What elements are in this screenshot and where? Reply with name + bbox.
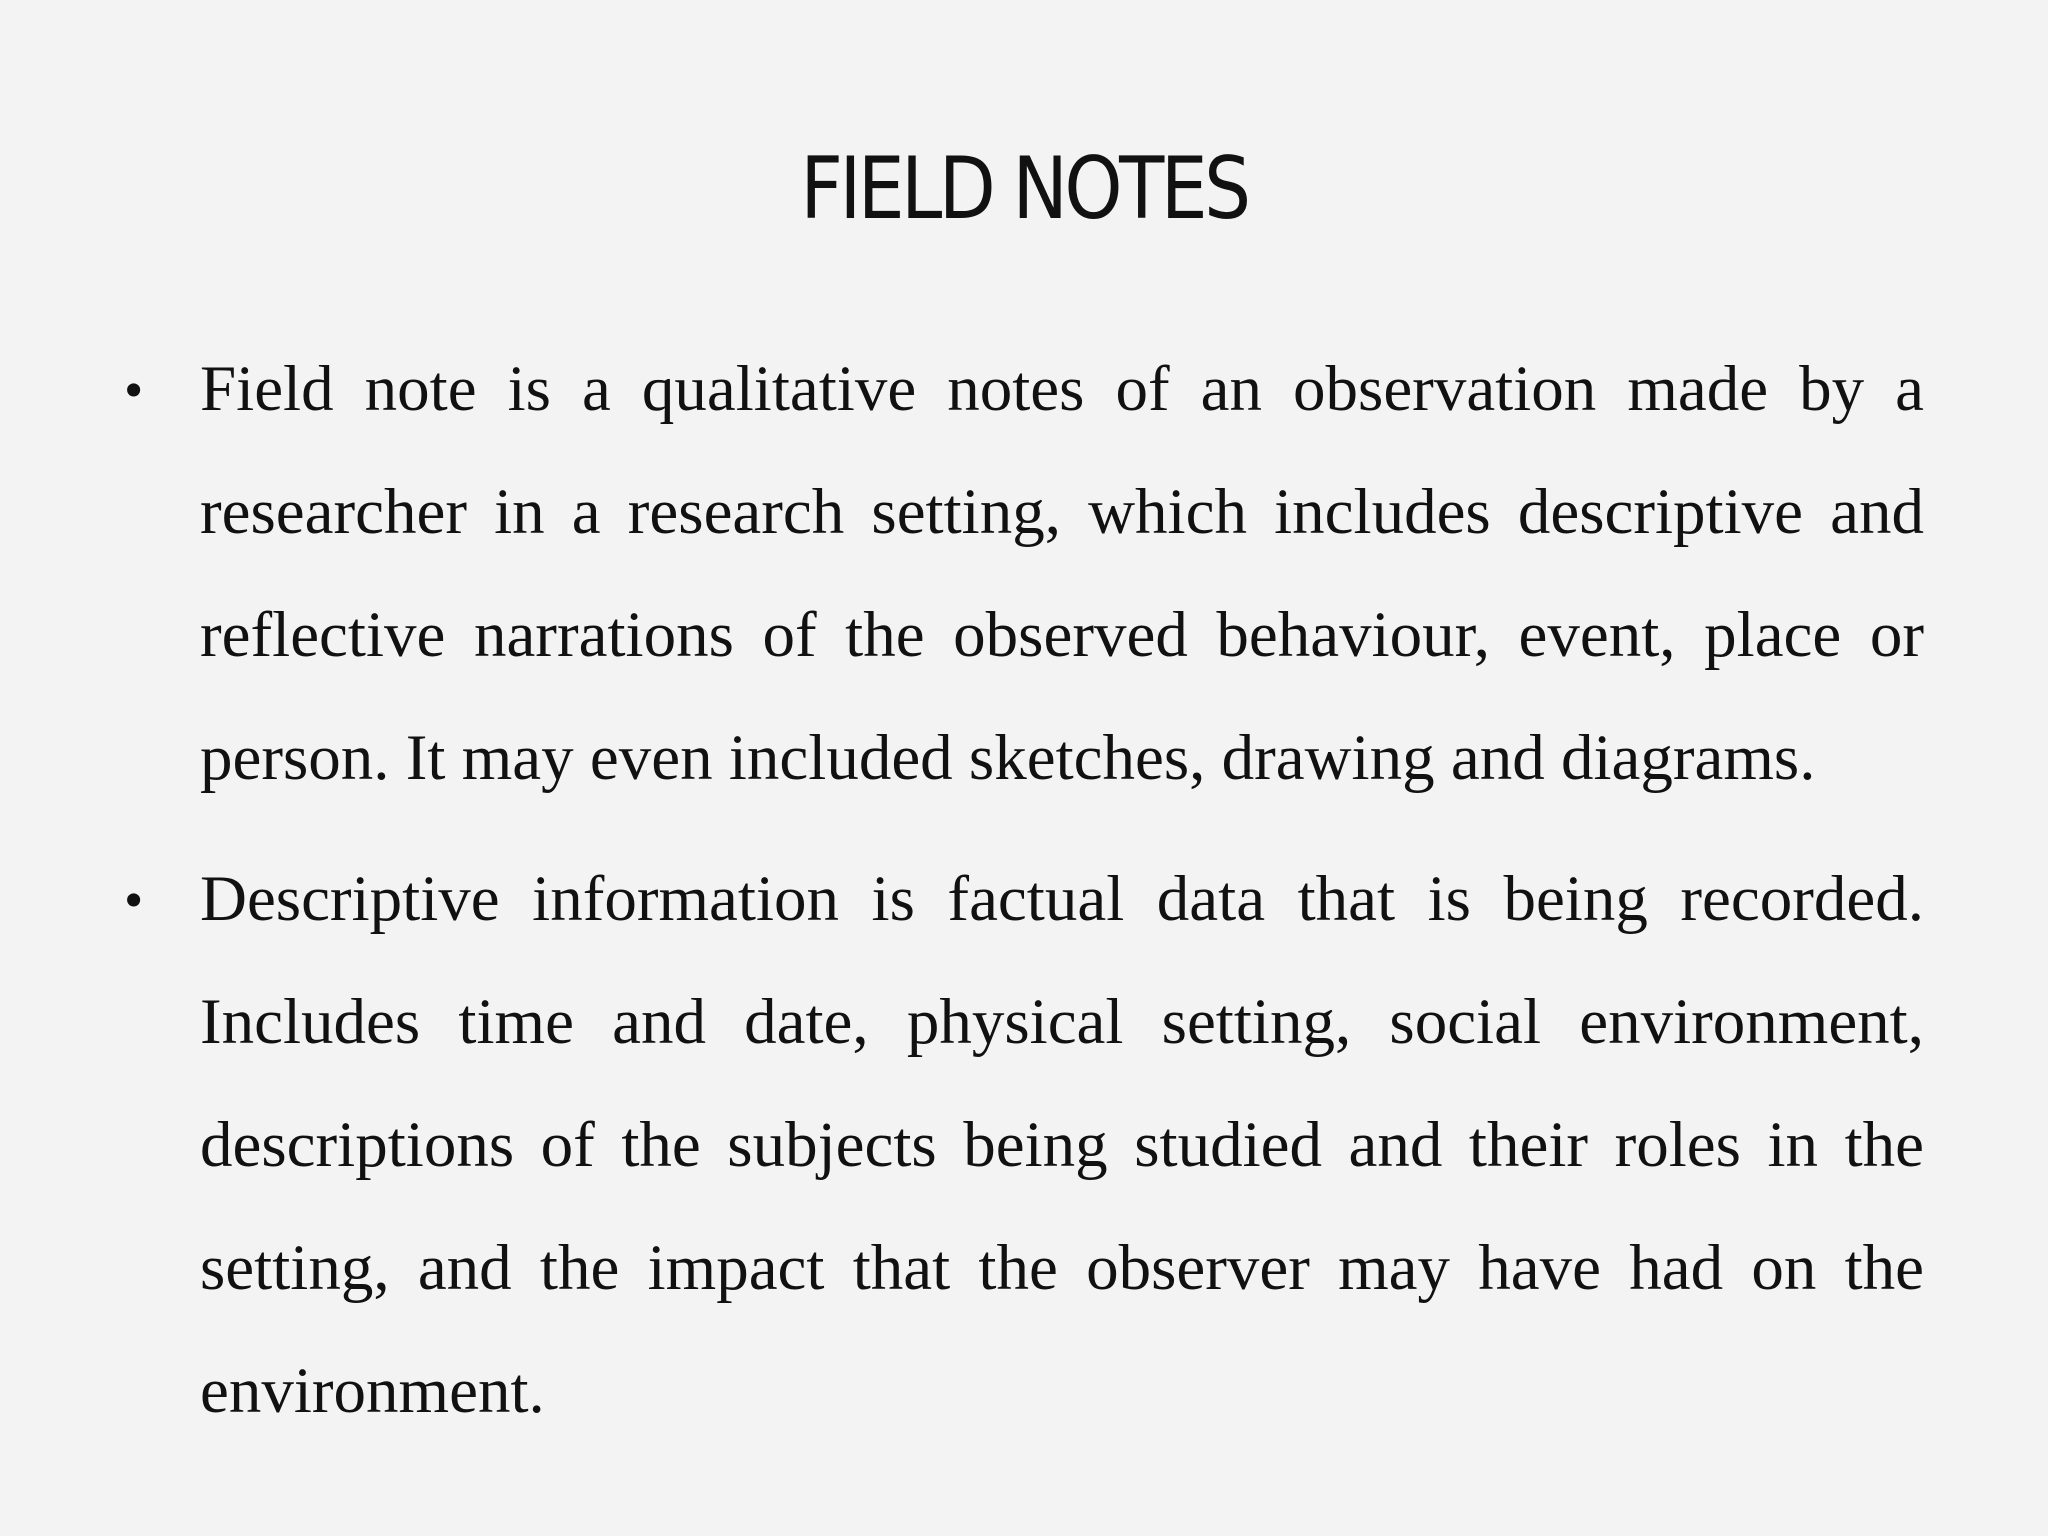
bullet-icon: •: [124, 359, 144, 420]
bullet-list: [110, 328, 1924, 1471]
bullet-item: [110, 838, 1924, 1453]
slide-title: FIELD NOTES: [800, 139, 1248, 239]
bullet-text: Field note is a qualitative notes of an observation made by a researcher in a research setting, which includes descriptive and reflective narrations of the observed behaviour, event, place or person. It may even included sketches, drawing and diagrams.: [200, 353, 1924, 794]
bullet-item: [110, 328, 1924, 820]
bullet-icon: •: [124, 869, 144, 930]
bullet-text: Descriptive information is factual data that is being recorded. Includes time and date, physical setting, social environment, descriptions of the subjects being studied and their roles in the setting, and the impact that the observer may have had on the environment.: [200, 863, 1924, 1427]
